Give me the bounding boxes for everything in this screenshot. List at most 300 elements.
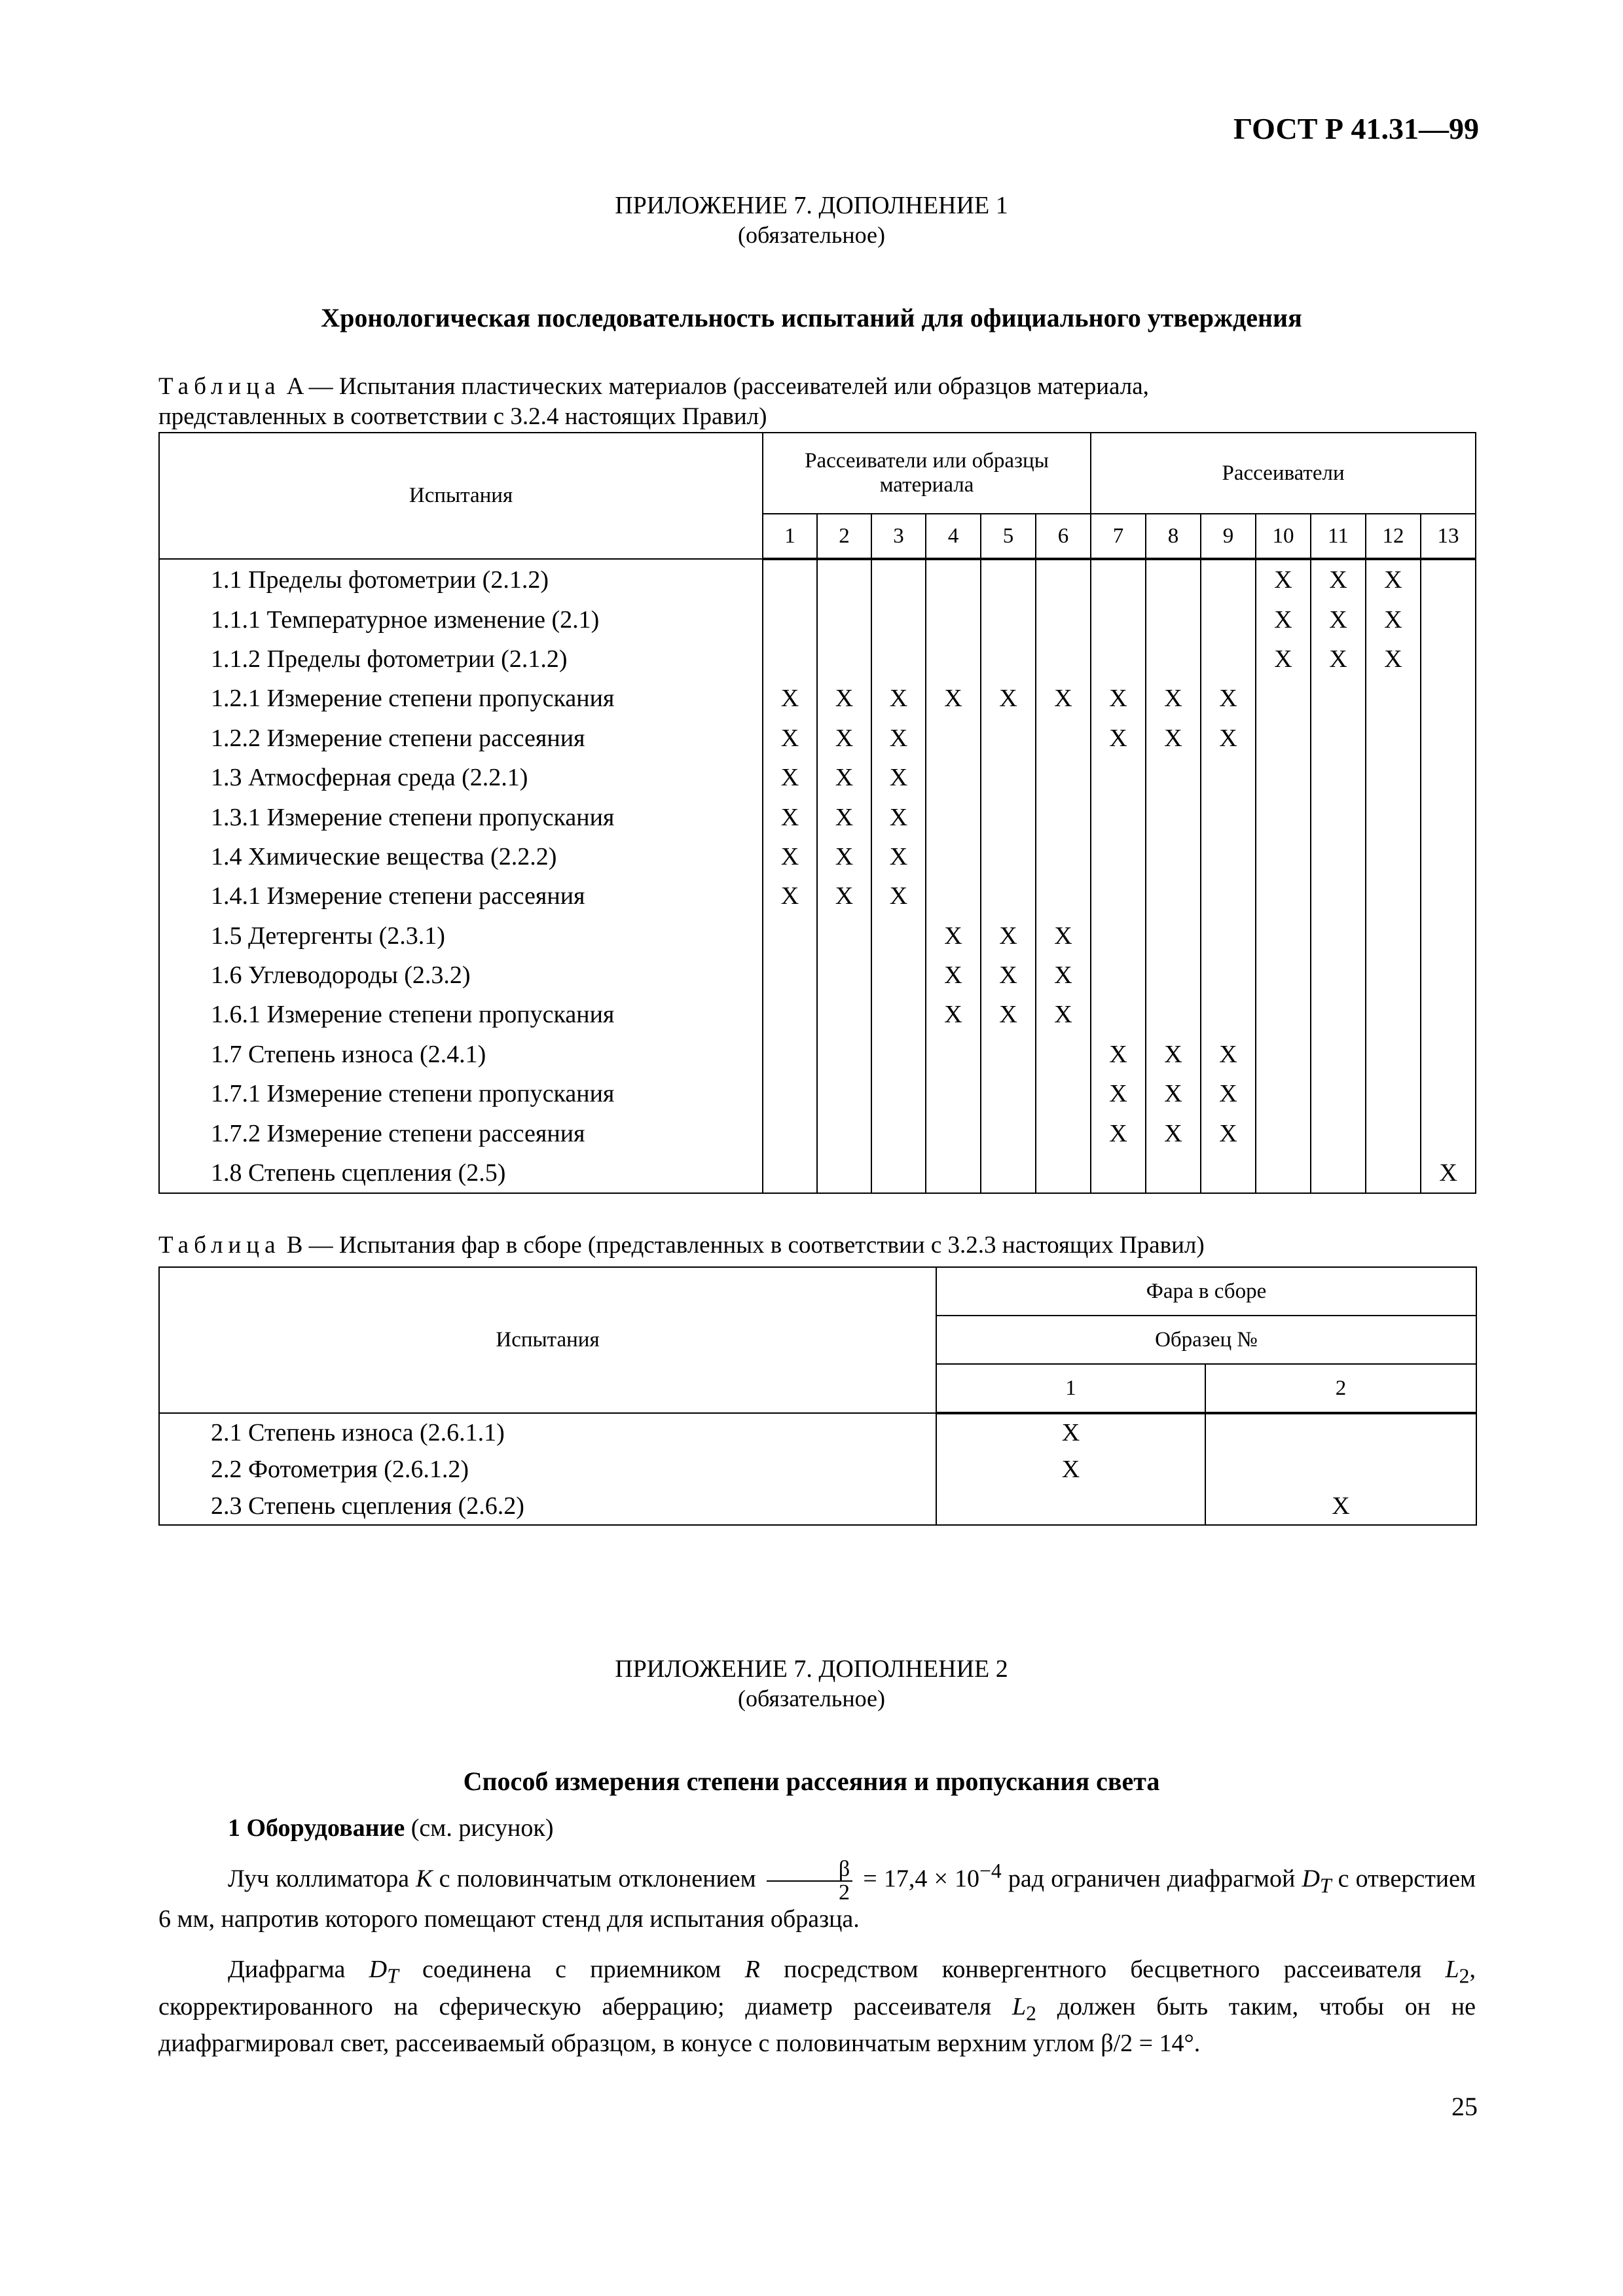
test-name: 1.1.2 Пределы фотометрии (2.1.2)	[159, 639, 763, 679]
paragraph-1	[158, 1856, 1476, 1934]
test-mark-cell: X	[1091, 719, 1146, 758]
test-mark-cell	[1366, 797, 1421, 836]
table-row	[159, 1153, 1476, 1193]
p2-var-l2: L	[1012, 1992, 1027, 2020]
table-row	[159, 1413, 1476, 1451]
test-mark-cell	[817, 639, 871, 679]
test-mark-cell	[763, 916, 817, 956]
tableA-col-number: 2	[817, 514, 871, 559]
test-mark-cell	[1421, 1035, 1476, 1074]
test-mark-cell	[763, 639, 817, 679]
test-mark-cell: X	[981, 679, 1036, 718]
test-mark-cell	[1256, 1074, 1311, 1113]
test-mark-cell	[926, 559, 981, 600]
test-mark-cell	[1201, 1153, 1256, 1193]
annex2-subtitle: (обязательное)	[738, 1685, 885, 1712]
annex1-title: ПРИЛОЖЕНИЕ 7. ДОПОЛНЕНИЕ 1	[615, 192, 1008, 219]
test-mark-cell	[817, 1074, 871, 1113]
test-mark-cell	[1091, 639, 1146, 679]
tableA-col-number: 1	[763, 514, 817, 559]
p2-text-d: , скорректированного на сферическую аберрацию; диаметр рассеивателя	[158, 1956, 1476, 2020]
table-row	[159, 639, 1476, 679]
test-mark-cell	[1421, 639, 1476, 679]
test-mark-cell	[1421, 1074, 1476, 1113]
tableB-subgroup-header: Образец №	[936, 1316, 1476, 1364]
test-mark-cell	[763, 995, 817, 1034]
test-mark-cell	[871, 916, 926, 956]
test-name: 2.3 Степень сцепления (2.6.2)	[159, 1488, 936, 1525]
test-mark-cell	[1311, 916, 1366, 956]
test-mark-cell	[1256, 1035, 1311, 1074]
test-mark-cell	[1256, 876, 1311, 916]
test-mark-cell: X	[1366, 639, 1421, 679]
test-mark-cell	[1201, 956, 1256, 995]
test-mark-cell	[817, 559, 871, 600]
annex1-subtitle: (обязательное)	[738, 222, 885, 248]
test-mark-cell	[1366, 719, 1421, 758]
test-name: 1.5 Детергенты (2.3.1)	[159, 916, 763, 956]
test-mark-cell	[1256, 916, 1311, 956]
test-mark-cell	[1201, 758, 1256, 797]
p2-var-d: D	[369, 1956, 388, 1983]
test-mark-cell	[1146, 600, 1201, 639]
tableB-caption-text: B — Испытания фар в сборе (представленных в соответствии с 3.2.3 настоящих Правил)	[286, 1232, 1205, 1259]
table-row	[159, 876, 1476, 916]
tableB-col-number: 1	[936, 1364, 1205, 1413]
test-mark-cell	[926, 758, 981, 797]
test-mark-cell	[1036, 600, 1091, 639]
test-mark-cell	[926, 639, 981, 679]
test-mark-cell	[1146, 916, 1201, 956]
test-mark-cell	[1256, 679, 1311, 718]
test-mark-cell	[981, 758, 1036, 797]
test-mark-cell	[763, 1074, 817, 1113]
test-mark-cell	[926, 1153, 981, 1193]
test-mark-cell	[1091, 1153, 1146, 1193]
test-mark-cell	[1421, 1113, 1476, 1153]
test-mark-cell	[1366, 916, 1421, 956]
annex1-heading: Хронологическая последовательность испытаний для официального утверждения	[321, 303, 1302, 332]
test-mark-cell: X	[1201, 1074, 1256, 1113]
table-a	[158, 432, 1476, 1194]
test-mark-cell	[981, 876, 1036, 916]
tableA-label: Таблица	[158, 373, 281, 400]
tableB-tests-header: Испытания	[159, 1267, 936, 1413]
test-mark-cell	[1421, 679, 1476, 718]
test-mark-cell: X	[1256, 639, 1311, 679]
test-mark-cell	[926, 1035, 981, 1074]
test-mark-cell	[936, 1488, 1205, 1525]
test-name: 1.4 Химические вещества (2.2.2)	[159, 837, 763, 876]
test-mark-cell: X	[936, 1413, 1205, 1451]
test-mark-cell	[1201, 916, 1256, 956]
test-mark-cell	[817, 1153, 871, 1193]
test-mark-cell: X	[871, 876, 926, 916]
section1-note: (см. рисунок)	[410, 1814, 554, 1842]
test-mark-cell: X	[763, 679, 817, 718]
test-mark-cell	[1421, 719, 1476, 758]
test-mark-cell	[763, 1035, 817, 1074]
test-mark-cell: X	[1311, 639, 1366, 679]
test-mark-cell	[981, 837, 1036, 876]
page-number: 25	[1451, 2092, 1478, 2121]
test-mark-cell: X	[1311, 600, 1366, 639]
test-mark-cell	[1366, 1153, 1421, 1193]
test-mark-cell	[1256, 995, 1311, 1034]
test-name: 1.2.1 Измерение степени пропускания	[159, 679, 763, 718]
test-mark-cell: X	[763, 719, 817, 758]
test-mark-cell: X	[1146, 719, 1201, 758]
tableA-col-number: 12	[1366, 514, 1421, 559]
beta-half-fraction	[767, 1858, 852, 1904]
table-row	[159, 797, 1476, 836]
test-mark-cell: X	[1201, 719, 1256, 758]
test-mark-cell	[1256, 837, 1311, 876]
table-row	[159, 1113, 1476, 1153]
test-mark-cell	[763, 600, 817, 639]
test-mark-cell	[926, 719, 981, 758]
test-mark-cell	[871, 639, 926, 679]
table-row	[159, 956, 1476, 995]
test-mark-cell	[817, 916, 871, 956]
test-mark-cell	[981, 719, 1036, 758]
test-mark-cell	[1421, 956, 1476, 995]
tableA-col-number: 4	[926, 514, 981, 559]
section1-heading	[228, 1813, 1472, 1843]
test-mark-cell	[1205, 1451, 1476, 1488]
test-mark-cell: X	[817, 758, 871, 797]
test-name: 1.6.1 Измерение степени пропускания	[159, 995, 763, 1034]
test-mark-cell: X	[1091, 1074, 1146, 1113]
annex2-title: ПРИЛОЖЕНИЕ 7. ДОПОЛНЕНИЕ 2	[615, 1655, 1008, 1683]
test-mark-cell	[1366, 1113, 1421, 1153]
table-row	[159, 758, 1476, 797]
test-mark-cell	[926, 1074, 981, 1113]
test-mark-cell	[981, 797, 1036, 836]
test-name: 1.7 Степень износа (2.4.1)	[159, 1035, 763, 1074]
test-mark-cell	[817, 1113, 871, 1153]
test-mark-cell	[1311, 1113, 1366, 1153]
tableA-col-number: 13	[1421, 514, 1476, 559]
p1-text-d: рад ограничен диафрагмой	[1008, 1865, 1296, 1893]
test-mark-cell: X	[763, 837, 817, 876]
table-row	[159, 1488, 1476, 1525]
test-mark-cell: X	[1146, 679, 1201, 718]
test-mark-cell	[817, 1035, 871, 1074]
test-mark-cell: X	[1201, 1035, 1256, 1074]
test-mark-cell	[1036, 1113, 1091, 1153]
p1-var-k: K	[416, 1865, 433, 1893]
test-mark-cell	[1366, 679, 1421, 718]
test-mark-cell	[1146, 995, 1201, 1034]
test-mark-cell	[1421, 916, 1476, 956]
test-mark-cell	[1146, 837, 1201, 876]
test-mark-cell	[871, 1035, 926, 1074]
test-name: 2.1 Степень износа (2.6.1.1)	[159, 1413, 936, 1451]
test-mark-cell	[981, 639, 1036, 679]
section1-title: Оборудование	[246, 1814, 405, 1842]
test-mark-cell	[1091, 797, 1146, 836]
test-mark-cell	[1146, 797, 1201, 836]
test-mark-cell: X	[817, 876, 871, 916]
test-mark-cell: X	[1146, 1035, 1201, 1074]
section1-number: 1	[228, 1814, 240, 1842]
test-mark-cell	[981, 1074, 1036, 1113]
test-mark-cell	[871, 559, 926, 600]
test-mark-cell	[1146, 758, 1201, 797]
table-row	[159, 1451, 1476, 1488]
test-mark-cell	[1036, 758, 1091, 797]
fraction-denominator: 2	[839, 1880, 850, 1905]
test-mark-cell: X	[763, 797, 817, 836]
test-mark-cell	[1091, 995, 1146, 1034]
test-mark-cell	[817, 956, 871, 995]
test-mark-cell	[871, 956, 926, 995]
test-mark-cell	[1256, 797, 1311, 836]
test-mark-cell: X	[871, 679, 926, 718]
test-mark-cell	[1091, 916, 1146, 956]
test-mark-cell: X	[871, 837, 926, 876]
p1-exponent: −4	[979, 1859, 1002, 1882]
test-mark-cell: X	[1256, 559, 1311, 600]
test-mark-cell	[981, 1153, 1036, 1193]
test-mark-cell	[1421, 837, 1476, 876]
test-mark-cell	[871, 995, 926, 1034]
table-b	[158, 1266, 1477, 1526]
test-mark-cell	[981, 600, 1036, 639]
test-mark-cell	[926, 837, 981, 876]
test-mark-cell: X	[926, 679, 981, 718]
p2-text-a: Диафрагма	[228, 1956, 346, 1983]
test-mark-cell	[1421, 797, 1476, 836]
test-mark-cell	[1311, 837, 1366, 876]
test-mark-cell	[1256, 956, 1311, 995]
test-mark-cell	[1256, 719, 1311, 758]
table-row	[159, 1035, 1476, 1074]
test-mark-cell	[1091, 600, 1146, 639]
test-mark-cell: X	[1036, 916, 1091, 956]
test-mark-cell	[1256, 1113, 1311, 1153]
tableB-col-number: 2	[1205, 1364, 1476, 1413]
test-mark-cell	[1311, 719, 1366, 758]
test-mark-cell	[1311, 1074, 1366, 1113]
test-name: 1.8 Степень сцепления (2.5)	[159, 1153, 763, 1193]
p2-var-l-sub: 2	[1459, 1964, 1470, 1988]
test-mark-cell	[1201, 797, 1256, 836]
test-name: 1.1 Пределы фотометрии (2.1.2)	[159, 559, 763, 600]
test-mark-cell	[1091, 758, 1146, 797]
test-mark-cell	[1311, 956, 1366, 995]
test-mark-cell	[817, 995, 871, 1034]
test-mark-cell	[1036, 837, 1091, 876]
test-mark-cell	[1036, 1035, 1091, 1074]
p1-text-e: с отверстием 6 мм, напротив которого помещают стенд для испытания образца.	[158, 1865, 1476, 1933]
test-mark-cell	[1036, 1074, 1091, 1113]
p1-text-c: = 17,4 × 10	[863, 1865, 980, 1893]
test-name: 1.4.1 Измерение степени рассеяния	[159, 876, 763, 916]
table-row	[159, 995, 1476, 1034]
test-mark-cell: X	[1366, 600, 1421, 639]
test-mark-cell: X	[1091, 1035, 1146, 1074]
test-mark-cell: X	[763, 758, 817, 797]
test-mark-cell: X	[817, 837, 871, 876]
test-mark-cell	[1201, 995, 1256, 1034]
table-row	[159, 559, 1476, 600]
test-mark-cell: X	[763, 876, 817, 916]
test-mark-cell	[1311, 1153, 1366, 1193]
test-name: 2.2 Фотометрия (2.6.1.2)	[159, 1451, 936, 1488]
annex2-heading: Способ измерения степени рассеяния и пропускания света	[463, 1767, 1160, 1796]
test-mark-cell	[1366, 956, 1421, 995]
test-mark-cell	[871, 1074, 926, 1113]
test-mark-cell	[1311, 1035, 1366, 1074]
test-mark-cell	[1146, 559, 1201, 600]
table-row	[159, 1074, 1476, 1113]
test-mark-cell: X	[936, 1451, 1205, 1488]
test-mark-cell	[1421, 600, 1476, 639]
test-mark-cell	[1366, 758, 1421, 797]
p1-text-a: Луч коллиматора	[228, 1865, 410, 1893]
test-mark-cell	[1036, 876, 1091, 916]
test-mark-cell	[1091, 956, 1146, 995]
test-mark-cell: X	[1421, 1153, 1476, 1193]
test-mark-cell	[1366, 1074, 1421, 1113]
tableB-group-header: Фара в сборе	[936, 1267, 1476, 1316]
test-mark-cell	[1201, 600, 1256, 639]
test-mark-cell: X	[1091, 1113, 1146, 1153]
tableA-caption-line2: представленных в соответствии с 3.2.4 настоящих Правил)	[158, 403, 767, 430]
test-mark-cell: X	[926, 995, 981, 1034]
p2-var-r: R	[744, 1956, 760, 1983]
test-mark-cell	[1421, 559, 1476, 600]
test-mark-cell	[1201, 876, 1256, 916]
table-row	[159, 837, 1476, 876]
test-mark-cell: X	[981, 916, 1036, 956]
test-mark-cell: X	[926, 956, 981, 995]
tableA-col-number: 6	[1036, 514, 1091, 559]
test-mark-cell	[1036, 719, 1091, 758]
test-mark-cell	[1256, 758, 1311, 797]
test-mark-cell	[1311, 876, 1366, 916]
test-mark-cell: X	[1201, 1113, 1256, 1153]
test-mark-cell	[1036, 639, 1091, 679]
fraction-numerator: β	[767, 1858, 852, 1882]
table-row	[159, 719, 1476, 758]
test-mark-cell: X	[1036, 956, 1091, 995]
table-row	[159, 600, 1476, 639]
test-mark-cell	[1366, 876, 1421, 916]
test-mark-cell: X	[1091, 679, 1146, 718]
test-mark-cell	[1311, 995, 1366, 1034]
tableB-caption	[158, 1230, 1481, 1261]
tableA-caption	[158, 372, 1481, 432]
tableB-label: Таблица	[158, 1232, 281, 1259]
tableA-col-number: 5	[981, 514, 1036, 559]
test-mark-cell: X	[981, 995, 1036, 1034]
test-mark-cell	[1311, 679, 1366, 718]
test-mark-cell	[1366, 1035, 1421, 1074]
test-name: 1.1.1 Температурное изменение (2.1)	[159, 600, 763, 639]
test-mark-cell: X	[981, 956, 1036, 995]
tableA-group1-header: Рассеиватели или образцы материала	[763, 433, 1091, 514]
test-name: 1.7.1 Измерение степени пропускания	[159, 1074, 763, 1113]
test-mark-cell	[763, 1113, 817, 1153]
test-mark-cell: X	[1036, 679, 1091, 718]
tableA-col-number: 8	[1146, 514, 1201, 559]
test-mark-cell: X	[1146, 1113, 1201, 1153]
test-mark-cell: X	[817, 797, 871, 836]
test-mark-cell	[926, 876, 981, 916]
test-mark-cell: X	[1201, 679, 1256, 718]
p2-var-d-sub: T	[387, 1964, 399, 1988]
p2-var-l2-sub: 2	[1026, 2001, 1036, 2025]
test-mark-cell	[1201, 837, 1256, 876]
test-mark-cell	[817, 600, 871, 639]
p1-var-d: D	[1302, 1865, 1320, 1893]
test-mark-cell: X	[1205, 1488, 1476, 1525]
test-mark-cell	[871, 1153, 926, 1193]
test-mark-cell: X	[1036, 995, 1091, 1034]
tableA-col-number: 10	[1256, 514, 1311, 559]
test-mark-cell	[763, 559, 817, 600]
p2-text-c: посредством конвергентного бесцветного рассеивателя	[784, 1956, 1422, 1983]
test-mark-cell: X	[1146, 1074, 1201, 1113]
tableA-caption-text: A — Испытания пластических материалов (рассеивателей или образцов материала,	[286, 373, 1149, 400]
test-mark-cell	[1146, 1153, 1201, 1193]
test-mark-cell	[1201, 559, 1256, 600]
tableA-col-number: 11	[1311, 514, 1366, 559]
test-mark-cell: X	[817, 679, 871, 718]
test-mark-cell	[981, 1113, 1036, 1153]
table-row	[159, 916, 1476, 956]
test-mark-cell	[981, 559, 1036, 600]
test-mark-cell	[1091, 837, 1146, 876]
test-mark-cell: X	[871, 797, 926, 836]
paragraph-2	[158, 1954, 1476, 2058]
tableA-col-number: 7	[1091, 514, 1146, 559]
standard-code: ГОСТ Р 41.31—99	[1233, 112, 1479, 145]
test-mark-cell	[1421, 995, 1476, 1034]
tableA-col-number: 3	[871, 514, 926, 559]
test-mark-cell	[1201, 639, 1256, 679]
test-mark-cell	[1146, 876, 1201, 916]
test-mark-cell: X	[926, 916, 981, 956]
test-mark-cell	[1036, 559, 1091, 600]
test-name: 1.6 Углеводороды (2.3.2)	[159, 956, 763, 995]
p2-text-e: должен быть таким, чтобы он не диафрагмировал свет, рассеиваемый образцом, в конусе с половинчатым верхним углом β/2 = 14°.	[158, 1992, 1476, 2058]
test-mark-cell	[1036, 797, 1091, 836]
test-mark-cell	[1146, 956, 1201, 995]
test-mark-cell	[1091, 559, 1146, 600]
test-mark-cell: X	[871, 758, 926, 797]
test-mark-cell	[763, 956, 817, 995]
table-row	[159, 679, 1476, 718]
test-name: 1.3 Атмосферная среда (2.2.1)	[159, 758, 763, 797]
test-mark-cell	[871, 600, 926, 639]
p1-var-d-sub: T	[1319, 1874, 1332, 1897]
test-mark-cell: X	[871, 719, 926, 758]
test-mark-cell: X	[817, 719, 871, 758]
test-mark-cell	[1256, 1153, 1311, 1193]
test-mark-cell	[871, 1113, 926, 1153]
test-mark-cell: X	[1311, 559, 1366, 600]
test-mark-cell	[1146, 639, 1201, 679]
test-mark-cell	[1036, 1153, 1091, 1193]
tableA-tests-header: Испытания	[159, 433, 763, 559]
test-name: 1.3.1 Измерение степени пропускания	[159, 797, 763, 836]
test-name: 1.2.2 Измерение степени рассеяния	[159, 719, 763, 758]
test-mark-cell	[926, 600, 981, 639]
